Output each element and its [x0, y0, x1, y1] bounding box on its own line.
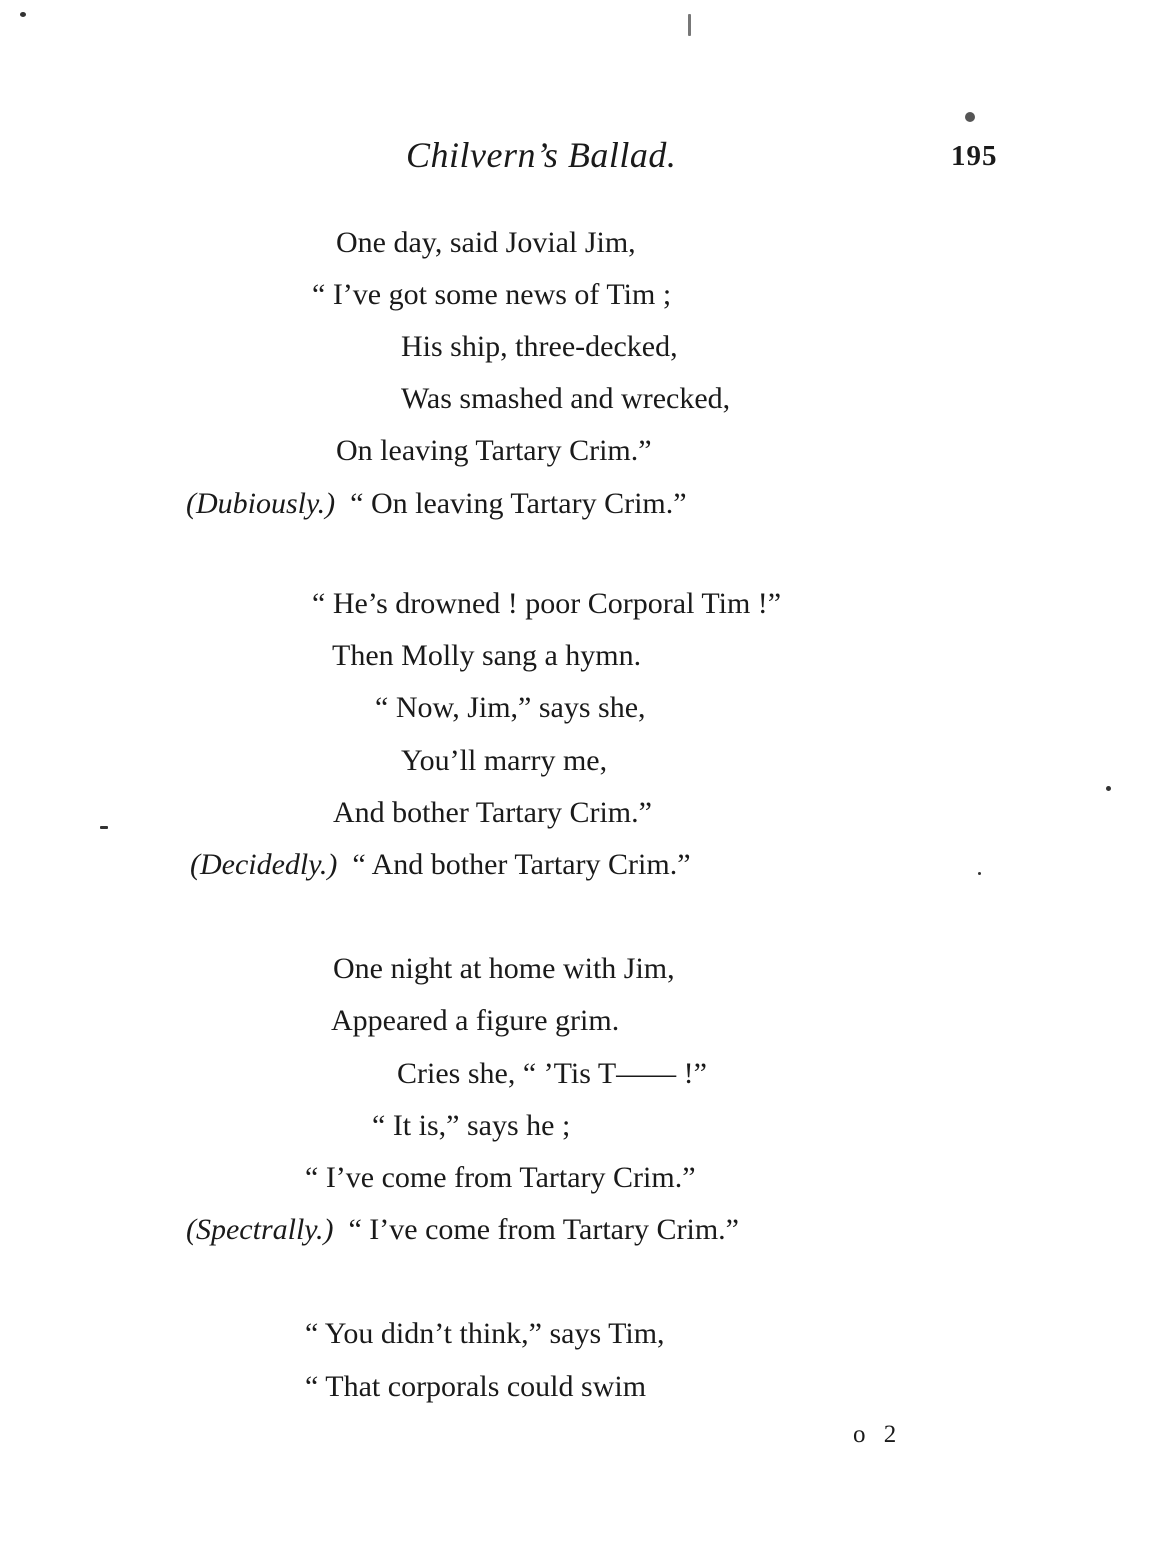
- refrain-line: [190, 850, 691, 880]
- verse-line: Then Molly sang a hymn.: [332, 639, 642, 672]
- scan-speck: [688, 14, 691, 36]
- scan-speck: [965, 112, 975, 122]
- verse-line: “ He’s drowned ! poor Corporal Tim !”: [312, 587, 782, 620]
- signature-mark: o 2: [853, 1421, 903, 1448]
- verse-line: One night at home with Jim,: [333, 952, 675, 985]
- stage-direction: (Spectrally.): [186, 1213, 334, 1246]
- verse-line: You’ll marry me,: [401, 744, 608, 777]
- refrain-text: “ And bother Tartary Crim.”: [352, 848, 691, 881]
- stage-direction: (Dubiously.): [186, 487, 336, 520]
- verse-line: Cries she, “ ’Tis T—— !”: [397, 1057, 707, 1090]
- verse-line: “ I’ve got some news of Tim ;: [312, 278, 672, 311]
- verse-line: “ That corporals could swim: [305, 1370, 647, 1403]
- refrain-text: “ On leaving Tartary Crim.”: [350, 487, 687, 520]
- scan-speck: [20, 12, 26, 17]
- verse-line: Appeared a figure grim.: [331, 1004, 620, 1037]
- running-title: Chilvern’s Ballad.: [406, 135, 677, 175]
- refrain-line: [186, 489, 687, 519]
- scan-speck: [1106, 786, 1111, 791]
- refrain-line: [186, 1215, 739, 1245]
- verse-line: “ I’ve come from Tartary Crim.”: [305, 1161, 696, 1194]
- verse-line: One day, said Jovial Jim,: [336, 226, 636, 259]
- scan-speck: [978, 872, 981, 875]
- verse-line: His ship, three-decked,: [401, 330, 678, 363]
- page-number: 195: [951, 140, 998, 172]
- verse-line: And bother Tartary Crim.”: [333, 796, 652, 829]
- verse-line: “ You didn’t think,” says Tim,: [305, 1317, 665, 1350]
- refrain-text: “ I’ve come from Tartary Crim.”: [348, 1213, 739, 1246]
- verse-line: On leaving Tartary Crim.”: [336, 434, 652, 467]
- verse-line: Was smashed and wrecked,: [401, 382, 731, 415]
- scan-speck: [100, 826, 108, 829]
- verse-line: “ Now, Jim,” says she,: [375, 691, 646, 724]
- stage-direction: (Decidedly.): [190, 848, 338, 881]
- verse-line: “ It is,” says he ;: [372, 1109, 571, 1142]
